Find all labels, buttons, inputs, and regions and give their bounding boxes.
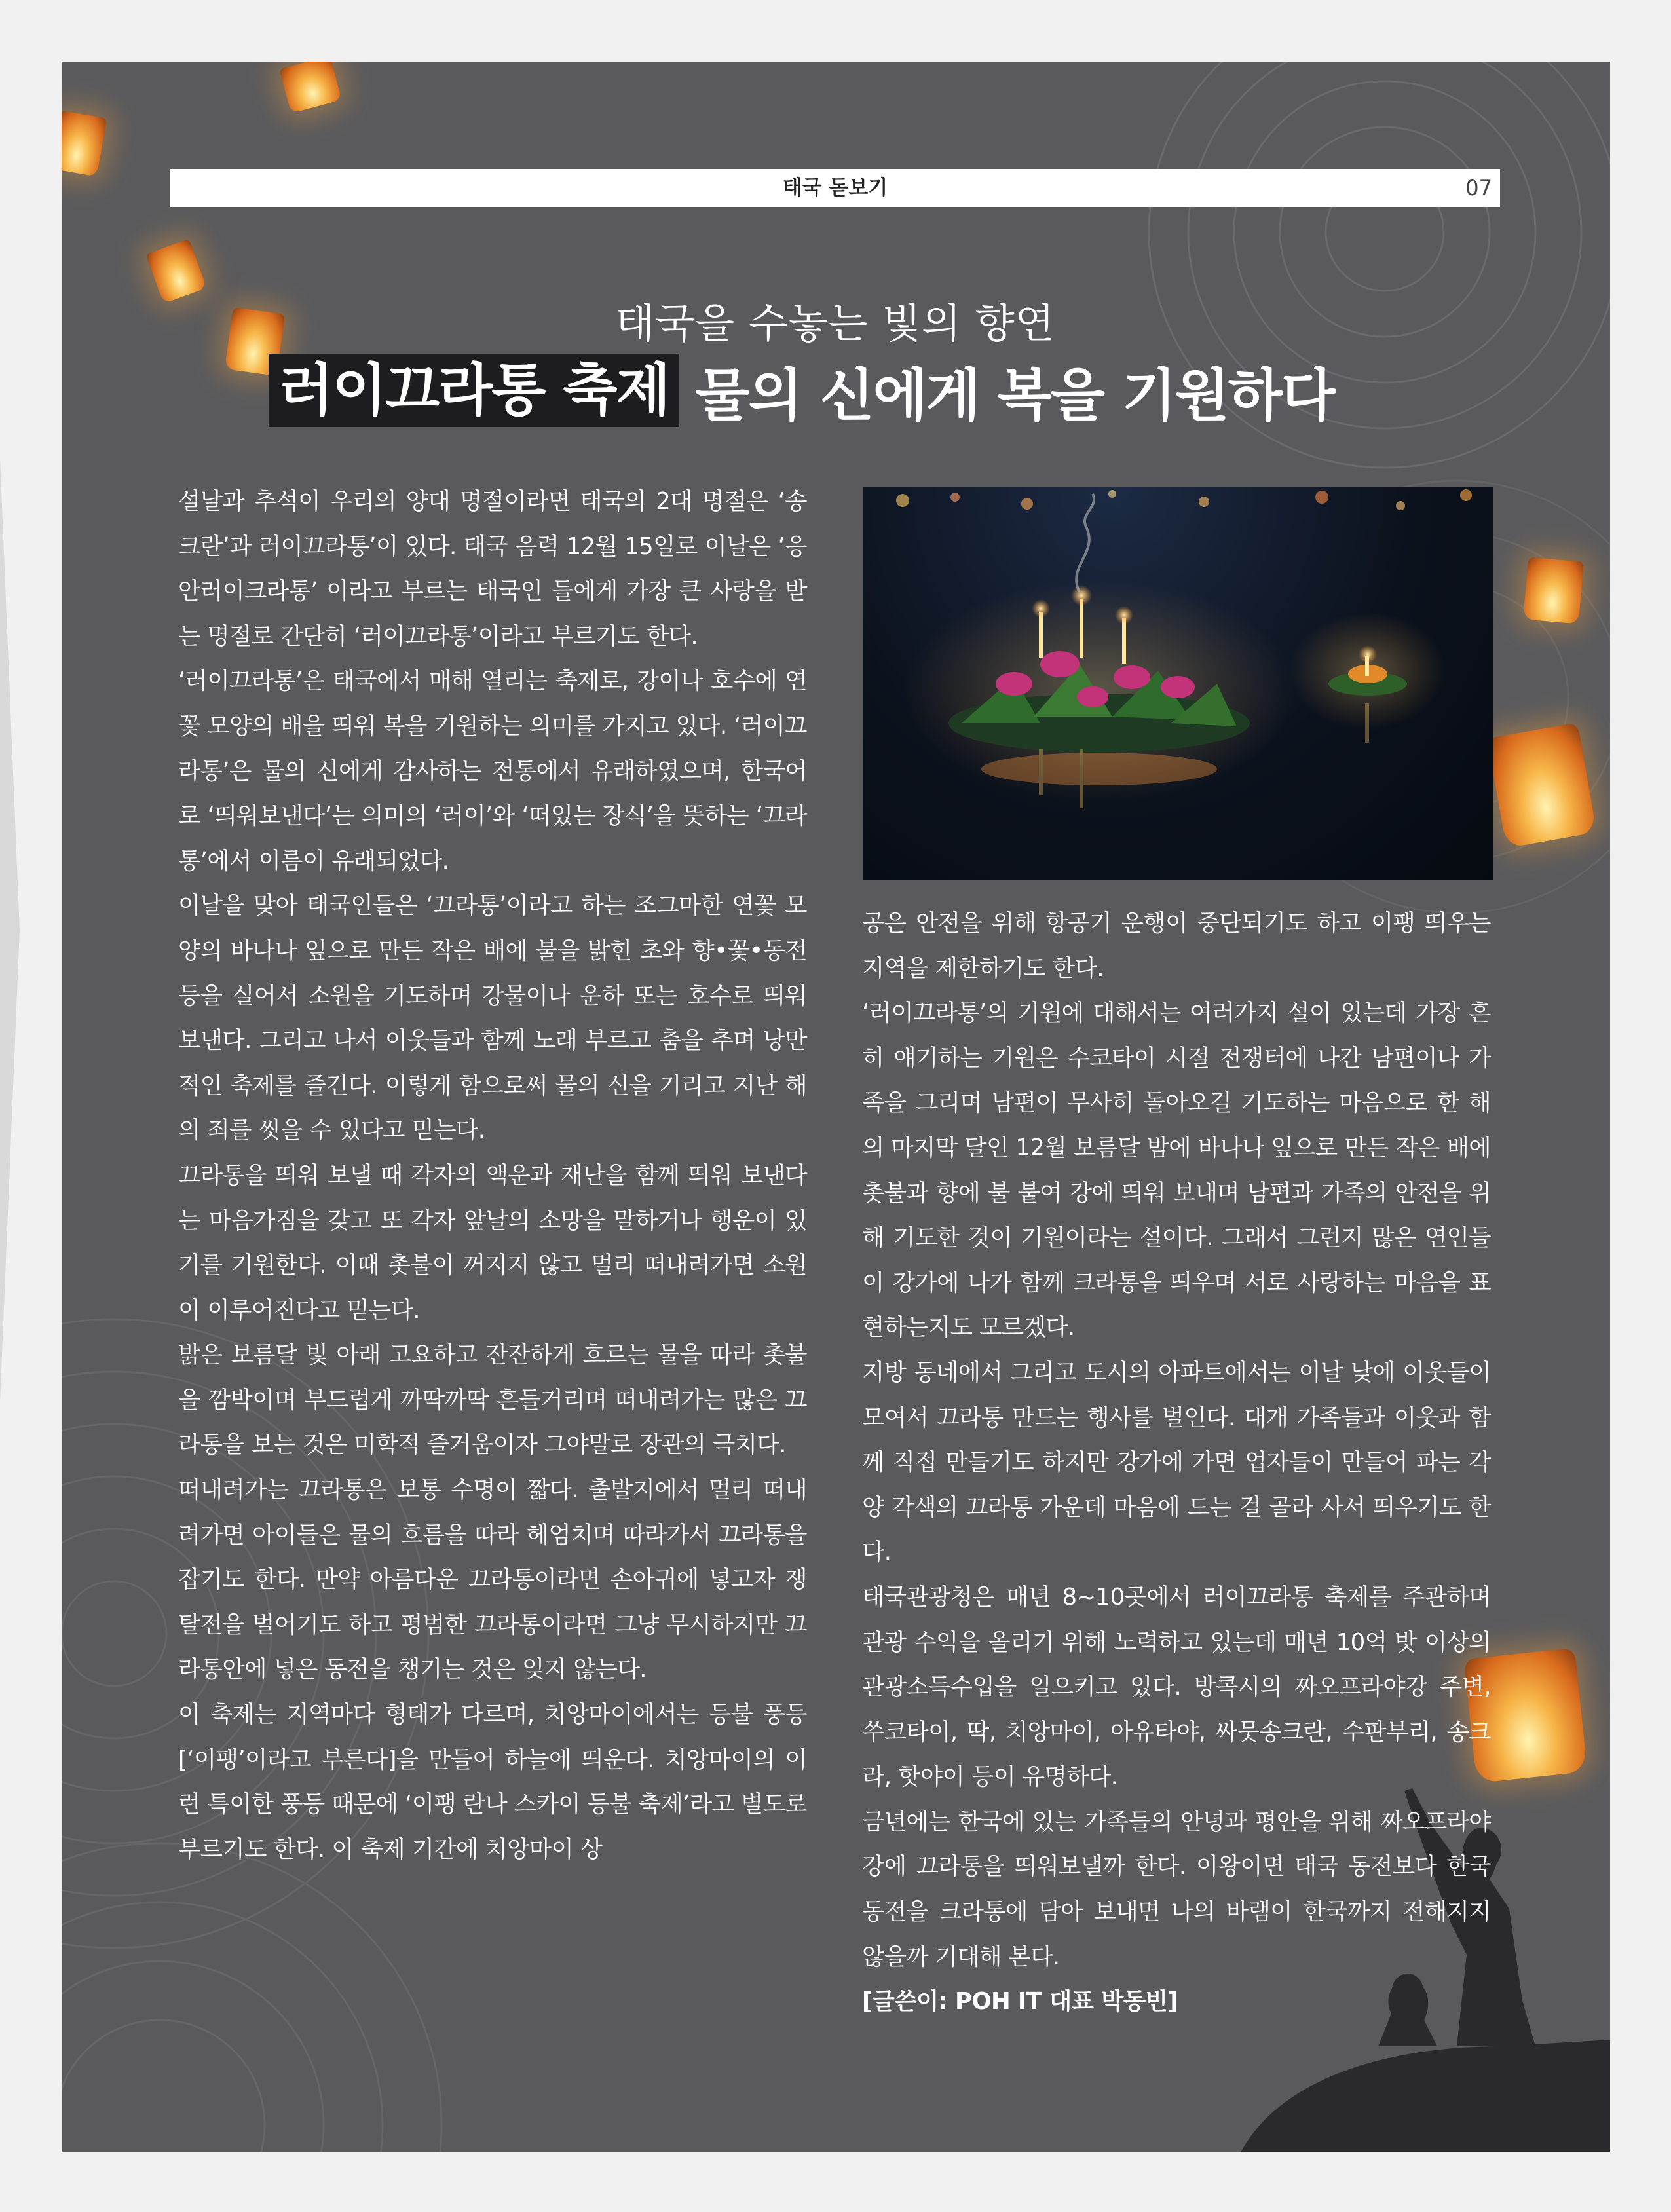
paragraph: 설날과 추석이 우리의 양대 명절이라면 태국의 2대 명절은 ‘송크란’과 러이끄라통’이 있다. 태국 음력 12월 15일로 이날은 ‘응안러이크라통’ 이라고 부르는 태국인 들에게 가장 큰 사랑을 받는 명절로 간단히 ‘러이끄라통’이라고 부르기도 한다. (178, 488, 807, 650)
page-edge-decoration (0, 459, 20, 1402)
title-main: 물의 신에게 복을 기원하다 (695, 363, 1335, 428)
paragraph: ‘러이끄라통’은 태국에서 매해 열리는 축제로, 강이나 호수에 연꽃 모양의 배을 띄워 복을 기원하는 의미를 가지고 있다. ‘러이끄라통’은 물의 신에게 감사하는 전통에서 유래하였으며, 한국어로 ‘띄워보낸다’는 의미의 ‘러이’와 ‘떠있는 장식’을 뜻하는 ‘끄라통’에서 이름이 유래되었다. (178, 667, 807, 874)
sky-lantern-decoration (279, 62, 341, 113)
paragraph: 태국관광청은 매년 8~10곳에서 러이끄라통 축제를 주관하며 관광 수익을 올리기 위해 노력하고 있는데 매년 10억 밧 이상의 관광소득수입을 일으키고 있다. 방콕시의 짜오프라야강 주변, 쑤코타이, 딱, 치앙마이, 아유타야, 싸뭇송크란, 수판부리, 송크라, 핫야이 등이 유명하다. (862, 1583, 1491, 1791)
paragraph: 밝은 보름달 빛 아래 고요하고 잔잔하게 흐르는 물을 따라 촛불을 깜박이며 부드럽게 까딱까딱 흔들거리며 떠내려가는 많은 끄라통을 보는 것은 미학적 즐거움이자 그야말로 장관의 극치다. (178, 1341, 807, 1459)
page-number: 07 (1465, 176, 1492, 200)
article-subtitle: 태국을 수놓는 빛의 향연 (615, 299, 1055, 347)
sky-lantern-decoration (1487, 722, 1596, 848)
article-column-left (178, 479, 807, 1872)
article-column-right (862, 901, 1491, 2025)
title-highlight: 러이끄라통 축제 (269, 354, 679, 427)
krathong-photo-illustration (863, 487, 1493, 880)
paragraph: ‘러이끄라통’의 기원에 대해서는 여러가지 설이 있는데 가장 흔히 얘기하는 기원은 수코타이 시절 전쟁터에 나간 남편이나 가족을 그리며 남편이 무사히 돌아오길 기도하는 마음으로 한 해의 마지막 달인 12월 보름달 밤에 바나나 잎으로 만든 작은 배에 촛불과 향에 불 붙여 강에 띄워 보내며 남편과 가족의 안전을 위해 기도한 것이 기원이라는 설이다. 그래서 그런지 많은 연인들이 강가에 나가 함께 크라통을 띄우며 서로 사랑하는 마음을 표현하는지도 모르겠다. (862, 1000, 1491, 1341)
section-header-bar (170, 169, 1500, 207)
paragraph: 이날을 맞아 태국인들은 ‘끄라통’이라고 하는 조그마한 연꽃 모양의 바나나 잎으로 만든 작은 배에 불을 밝힌 초와 향•꽃•동전 등을 실어서 소원을 기도하며 강물이나 운하 또는 호수로 띄워 보낸다. 그리고 나서 이웃들과 함께 노래 부르고 춤을 추며 낭만적인 축제를 즐긴다. 이렇게 함으로써 물의 신을 기리고 지난 해의 죄를 씻을 수 있다고 믿는다. (178, 892, 807, 1144)
sky-lantern-decoration (62, 110, 107, 176)
section-title: 태국 돋보기 (782, 176, 888, 200)
paragraph: 금년에는 한국에 있는 가족들의 안녕과 평안을 위해 짜오프라야 강에 끄라통을 띄워보낼까 한다. 이왕이면 태국 동전보다 한국 동전을 크라통에 담아 보내면 나의 바램이 한국까지 전해지지 않을까 기대해 본다. (862, 1808, 1491, 1970)
mandala-pattern-bottom-left (62, 1830, 455, 2152)
paragraph: 떠내려가는 끄라통은 보통 수명이 짧다. 출발지에서 멀리 떠내려가면 아이들은 물의 흐름을 따라 헤엄치며 따라가서 끄라통을 잡기도 한다. 만약 아름다운 끄라통이라면 손아귀에 넣고자 쟁탈전을 벌어기도 하고 평범한 끄라통이라면 그냥 무시하지만 끄라통안에 넣은 동전을 챙기는 것은 잊지 않는다. (178, 1476, 807, 1683)
article-panel (62, 62, 1610, 2152)
sky-lantern-decoration (1523, 557, 1584, 624)
article-title (269, 351, 1334, 430)
krathong-photo (863, 487, 1493, 880)
paragraph: 지방 동네에서 그리고 도시의 아파트에서는 이날 낮에 이웃들이 모여서 끄라통 만드는 행사를 벌인다. 대개 가족들과 이웃과 함께 직접 만들기도 하지만 강가에 가면 업자들이 만들어 파는 각양 각색의 끄라통 가운데 마음에 드는 걸 골라 사서 띄우기도 한다. (862, 1359, 1491, 1566)
paragraph: 공은 안전을 위해 항공기 운행이 중단되기도 하고 이팽 띄우는 지역을 제한하기도 한다. (862, 910, 1491, 982)
paragraph: 이 축제는 지역마다 형태가 다르며, 치앙마이에서는 등불 풍등[‘이팽’이라고 부른다]을 만들어 하늘에 띄운다. 치앙마이의 이런 특이한 풍등 때문에 ‘이팽 란나 스카이 등불 축제’라고 별도로 부르기도 한다. 이 축제 기간에 치앙마이 상 (178, 1701, 807, 1863)
author-byline: [글쓴이: POH IT 대표 박동빈] (862, 1988, 1178, 2015)
paragraph: 끄라통을 띄워 보낼 때 각자의 액운과 재난을 함께 띄워 보낸다는 마음가짐을 갖고 또 각자 앞날의 소망을 말하거나 행운이 있기를 기원한다. 이때 촛불이 꺼지지 않고 멀리 떠내려가면 소원이 이루어진다고 믿는다. (178, 1161, 807, 1324)
